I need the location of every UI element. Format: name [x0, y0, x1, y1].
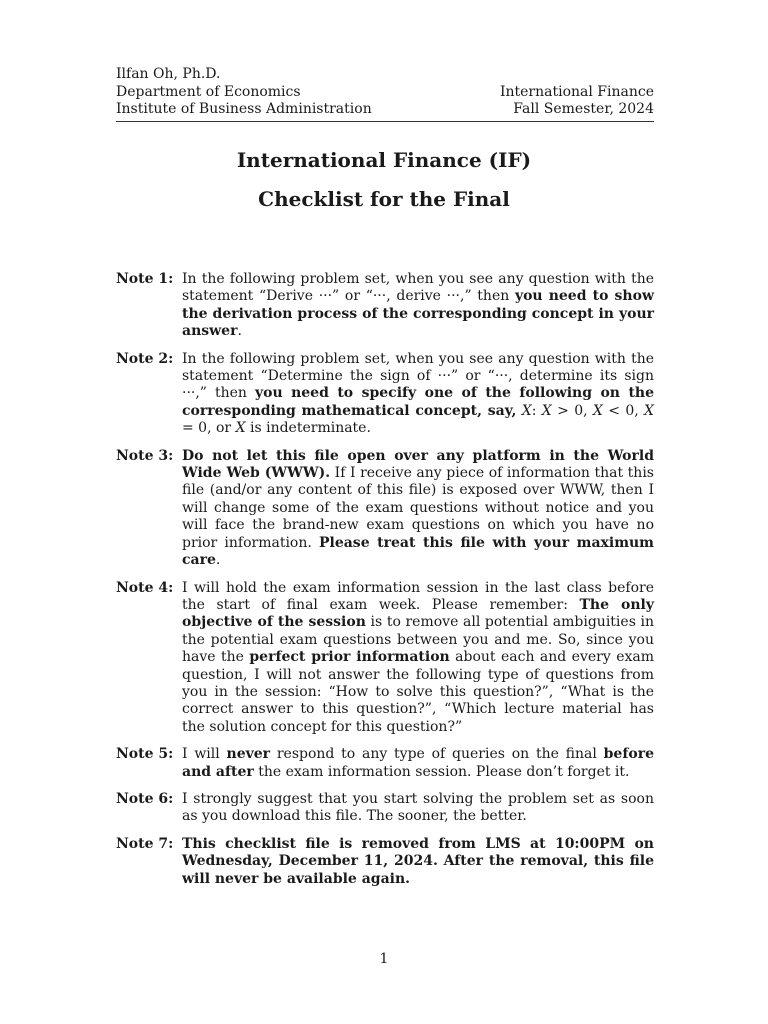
- note-math-variable: X: [235, 420, 246, 437]
- note-text-segment: In the following problem set, when you see any question with the statement “Determine the sign of ···” or “···, determine its sign ···,” then: [182, 350, 654, 402]
- note-item: [116, 351, 654, 438]
- note-emphasis: Please treat this file with your maximum care: [182, 534, 654, 569]
- page-number: 1: [379, 951, 389, 967]
- note-item: [116, 580, 654, 737]
- header-row-2: [116, 84, 654, 102]
- note-text: [182, 271, 654, 341]
- note-emphasis: The only objective of the session: [182, 596, 654, 631]
- note-emphasis: perfect prior information: [249, 649, 450, 666]
- note-math-variable: X: [541, 402, 552, 419]
- note-emphasis: you need to specify one of the following on the corresponding mathematical concept, say,: [182, 385, 655, 419]
- author-name: Ilfan Oh, Ph.D.: [116, 66, 221, 82]
- note-emphasis: never: [226, 746, 271, 763]
- note-text-segment: the exam information session. Please don’t forget it.: [253, 763, 630, 780]
- note-math-variable: X: [644, 402, 654, 419]
- note-label: Note 4:: [116, 579, 174, 596]
- note-text-segment: respond to any type of queries on the final: [270, 746, 604, 763]
- note-text-segment: If I receive any piece of information that this file (and/or any content of this file) is exposed over WWW, then I will change some of the exam questions without notice and you will face the brand-new exam questions on which you have no prior information.: [182, 465, 654, 551]
- note-text-segment: is indeterminate.: [245, 420, 371, 437]
- note-text-segment: :: [531, 402, 542, 419]
- note-text: [182, 448, 654, 570]
- note-label: Note 5:: [116, 746, 174, 763]
- document-subtitle: Checklist for the Final: [258, 187, 510, 211]
- note-text: [182, 746, 654, 781]
- note-label: Note 2:: [116, 350, 174, 367]
- note-text: [182, 836, 654, 888]
- note-text-segment: I strongly suggest that you start solving the problem set as soon as you download this file. The sooner, the better.: [182, 790, 654, 825]
- document-title: International Finance (IF): [236, 148, 532, 172]
- note-item: [116, 791, 654, 826]
- note-emphasis: you need to show the derivation process of the corresponding concept in your answer: [182, 288, 654, 340]
- note-text-segment: .: [215, 552, 221, 569]
- note-text-segment: < 0,: [602, 402, 645, 419]
- page-header: [116, 66, 654, 119]
- note-text-segment: is to remove all potential ambiguities in the potential exam questions between you and me. So, since you have the: [182, 614, 654, 666]
- note-text-segment: .: [237, 323, 242, 340]
- note-emphasis: Do not let this file open over any platform in the World Wide Web (WWW).: [182, 447, 654, 482]
- department-name: Department of Economics: [116, 83, 301, 100]
- note-item: [116, 836, 654, 888]
- note-text: [182, 791, 654, 826]
- note-label: Note 6:: [116, 790, 174, 807]
- note-math-variable: X: [592, 402, 603, 419]
- note-label: Note 1:: [116, 271, 174, 287]
- header-divider: [116, 121, 654, 122]
- note-text: [182, 351, 654, 438]
- note-text-segment: I will hold the exam information session in the last class before the start of final exam week. Please remember:: [182, 579, 654, 613]
- note-item: [116, 271, 654, 341]
- note-text-segment: = 0, or: [182, 420, 236, 437]
- course-name: International Finance: [499, 83, 654, 100]
- note-text-segment: > 0,: [551, 402, 593, 419]
- note-emphasis: This checklist file is removed from LMS at 10:00PM on Wednesday, December 11, 2024. After the removal, this file will never be available again.: [182, 835, 654, 887]
- note-text: [182, 580, 654, 737]
- header-row-1: [116, 66, 654, 84]
- semester-label: Fall Semester, 2024: [513, 101, 654, 117]
- note-item: [116, 746, 654, 781]
- note-label: Note 3:: [116, 447, 174, 464]
- note-emphasis: before and after: [182, 746, 654, 780]
- note-math-variable: X: [521, 402, 532, 419]
- note-text-segment: I will: [182, 746, 227, 763]
- note-text-segment: about each and every exam question, I will not answer the following type of questions from you in the session: “How to solve this question?”, “What is the correct answer to this question?”, “Which lecture material has the solution concept for this question?”: [182, 649, 654, 735]
- notes-list: [116, 271, 654, 898]
- note-label: Note 7:: [116, 835, 174, 852]
- note-text-segment: In the following problem set, when you see any question with the statement “Derive ···” or “···, derive ···,” then: [182, 271, 654, 305]
- institute-name: Institute of Business Administration: [116, 101, 372, 117]
- note-item: [116, 448, 654, 570]
- header-row-3: [116, 101, 654, 119]
